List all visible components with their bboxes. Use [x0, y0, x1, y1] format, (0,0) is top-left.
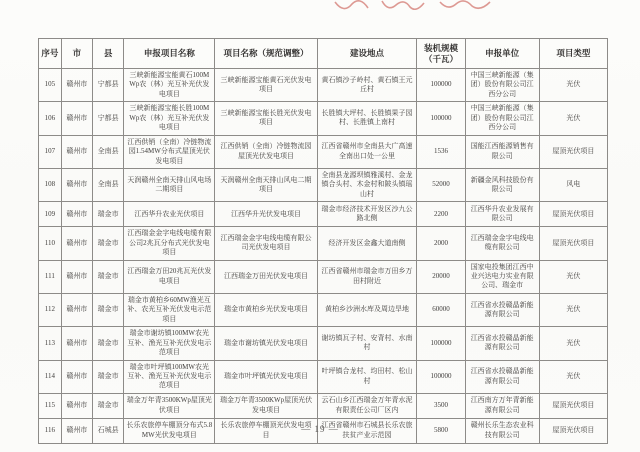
table-cell: 52000 [417, 168, 465, 201]
table-cell: 中国三峡新能源（集团）股份有限公司江西分公司 [465, 69, 539, 102]
column-header: 项目名称（规范调整） [215, 39, 317, 69]
table-cell: 国能江西能源销售有限公司 [465, 135, 539, 168]
table-cell: 111 [39, 260, 62, 293]
table-cell: 2200 [417, 202, 465, 227]
table-cell: 赣州市 [61, 327, 92, 360]
table-cell: 江西省赣州市瑞金市万田乡万田村附近 [317, 260, 417, 293]
table-cell: 赣州市 [61, 202, 92, 227]
table-row [39, 327, 608, 360]
table-cell: 黄石镇沙子岭村、黄石镇王元丘村 [317, 69, 417, 102]
table-cell: 100000 [417, 327, 465, 360]
table-cell: 光伏 [539, 327, 607, 360]
table-cell: 瑞金市 [93, 202, 124, 227]
table-cell: 光伏 [539, 102, 607, 135]
table-cell: 瑞金市 [93, 293, 124, 326]
table-cell: 江西瑞金金字电线电缆有限公司光伏发电项目 [215, 227, 317, 260]
table-cell: 2000 [417, 227, 465, 260]
table-row [39, 202, 608, 227]
table-row [39, 293, 608, 326]
table-cell: 60000 [417, 293, 465, 326]
table-cell: 光伏 [539, 360, 607, 393]
table-cell: 云石山乡江西瑞金万年青水泥有限责任公司厂区内 [317, 393, 417, 418]
table-cell: 谢坊镇瓦子村、安背村、水南村 [317, 327, 417, 360]
table-cell: 赣州市 [61, 393, 92, 418]
table-cell: 江西供销（全南）冷链物流园屋顶光伏发电项目 [215, 135, 317, 168]
table-cell: 江西省水投赣晶新能源有限公司 [465, 293, 539, 326]
table-cell: 5800 [417, 418, 465, 443]
table-row [39, 135, 608, 168]
table-cell: 天润赣州全南天排山风电二期项目 [215, 168, 317, 201]
table-cell: 赣州市 [61, 168, 92, 201]
table-cell: 瑞金市 [93, 260, 124, 293]
table-header [39, 39, 608, 69]
column-header: 市 [61, 39, 92, 69]
table-cell: 屋顶光伏项目 [539, 227, 607, 260]
table-cell: 瑞金市黄柏乡光伏发电项目 [215, 293, 317, 326]
red-pen-marks [330, 0, 500, 20]
table-cell: 长乐农旅停车棚顶分布式5.8MW光伏发电项目 [124, 418, 215, 443]
table-cell: 叶坪镇合龙村、均田村、松山村 [317, 360, 417, 393]
table-cell: 屋顶光伏项目 [539, 135, 607, 168]
table-cell: 瑞金市谢坊镇光伏发电项目 [215, 327, 317, 360]
table-cell: 黄柏乡沙洲水库及周边旱地 [317, 293, 417, 326]
table-cell: 赣州市 [61, 69, 92, 102]
table-cell: 瑞金市 [93, 227, 124, 260]
table-cell: 瑞金市 [93, 393, 124, 418]
table-cell: 瑞金市黄柏乡60MW渔光互补、农光互补光伏发电示范项目 [124, 293, 215, 326]
table-cell: 屋顶光伏项目 [539, 202, 607, 227]
table-cell: 114 [39, 360, 62, 393]
table-cell: 赣州市 [61, 135, 92, 168]
table-cell: 江西瑞金万田20兆瓦光伏发电项目 [124, 260, 215, 293]
table-cell: 天润赣州全南天排山风电场二期项目 [124, 168, 215, 201]
table-cell: 112 [39, 293, 62, 326]
table-cell: 江西省水投赣晶新能源有限公司 [465, 360, 539, 393]
table-row [39, 360, 608, 393]
column-header: 项目类型 [539, 39, 607, 69]
table-cell: 经济开发区金鑫大道南侧 [317, 227, 417, 260]
table-cell: 全南县 [93, 168, 124, 201]
table-cell: 中国三峡新能源（集团）股份有限公司江西分公司 [465, 102, 539, 135]
table-cell: 瑞金市谢坊镇100MW农光互补、渔光互补光伏发电示范项目 [124, 327, 215, 360]
table-cell: 新疆金风科技股份有限公司 [465, 168, 539, 201]
table-cell: 江西华升农业发展有限公司 [465, 202, 539, 227]
table-cell: 江西供销（全南）冷链物流园1.54MW分布式屋顶光伏发电项目 [124, 135, 215, 168]
table-row [39, 393, 608, 418]
table-cell: 江西南方万年青新能源有限公司 [465, 393, 539, 418]
table-cell: 光伏 [539, 293, 607, 326]
table-cell: 瑞金万年青3500KWp屋顶光伏发电项目 [215, 393, 317, 418]
column-header: 装机规模（千瓦） [417, 39, 465, 69]
table-row [39, 168, 608, 201]
table-cell: 风电 [539, 168, 607, 201]
table-row [39, 102, 608, 135]
table-cell: 20000 [417, 260, 465, 293]
table-cell: 100000 [417, 360, 465, 393]
table-row [39, 69, 608, 102]
table-cell: 三峡新能源宝能长胜光伏发电项目 [215, 102, 317, 135]
table-cell: 瑞金市经济技术开发区沙九公路北侧 [317, 202, 417, 227]
table-cell: 三峡新能源宝能黄石100MWp农（林）光互补光伏发电项目 [124, 69, 215, 102]
column-header: 建设地点 [317, 39, 417, 69]
column-header: 申报单位 [465, 39, 539, 69]
table-body [39, 69, 608, 444]
table-cell: 赣州市 [61, 293, 92, 326]
page-number: — 19 — [301, 424, 339, 434]
table-cell: 全南县龙源坝镇雅溪村、金龙镇合头村、木金村和陂头镇瑶山村 [317, 168, 417, 201]
table-cell: 江西瑞金金字电线电缆有限公司 [465, 227, 539, 260]
table-cell: 江西省赣州市全南县大广高速全南出口处一公里 [317, 135, 417, 168]
table-cell: 屋顶光伏项目 [539, 418, 607, 443]
table-cell: 100000 [417, 102, 465, 135]
table-cell: 瑞金市叶坪镇100MW农光互补、渔光互补光伏发电示范项目 [124, 360, 215, 393]
table-cell: 105 [39, 69, 62, 102]
table-cell: 江西瑞金金字电线电缆有限公司2兆瓦分布式光伏发电项目 [124, 227, 215, 260]
table-cell: 江西华升光伏发电项目 [215, 202, 317, 227]
table-cell: 屋顶光伏项目 [539, 393, 607, 418]
table-cell: 110 [39, 227, 62, 260]
table-cell: 赣州市 [61, 102, 92, 135]
table-cell: 三峡新能源宝能黄石光伏发电项目 [215, 69, 317, 102]
table-cell: 赣州市 [61, 227, 92, 260]
table-cell: 109 [39, 202, 62, 227]
table-cell: 宁都县 [93, 102, 124, 135]
table-cell: 106 [39, 102, 62, 135]
table-cell: 赣州市 [61, 418, 92, 443]
table-cell: 108 [39, 168, 62, 201]
table-cell: 100000 [417, 69, 465, 102]
table-cell: 江西省水投赣晶新能源有限公司 [465, 327, 539, 360]
table-cell: 光伏 [539, 260, 607, 293]
table-cell: 江西瑞金万田光伏发电项目 [215, 260, 317, 293]
table-cell: 长乐农旅停车棚顶光伏发电项目 [215, 418, 317, 443]
table-cell: 113 [39, 327, 62, 360]
table-cell: 江西华升农业光伏项目 [124, 202, 215, 227]
table-cell: 赣州长乐生态农业科技有限公司 [465, 418, 539, 443]
table-cell: 光伏 [539, 69, 607, 102]
table-cell: 宁都县 [93, 69, 124, 102]
column-header: 申报项目名称 [124, 39, 215, 69]
table-cell: 全南县 [93, 135, 124, 168]
table-cell: 石城县 [93, 418, 124, 443]
table-cell: 107 [39, 135, 62, 168]
table-cell: 1536 [417, 135, 465, 168]
table-cell: 瑞金市 [93, 327, 124, 360]
table-cell: 瑞金市叶坪镇光伏发电项目 [215, 360, 317, 393]
table-cell: 三峡新能源宝能长胜100MWp农（林）光互补光伏发电项目 [124, 102, 215, 135]
column-header: 序号 [39, 39, 62, 69]
column-header: 县 [93, 39, 124, 69]
table-cell: 3500 [417, 393, 465, 418]
table-cell: 长胜镇大坪村、长胜镇果子园村、长胜镇上南村 [317, 102, 417, 135]
table-cell: 115 [39, 393, 62, 418]
table-cell: 江西省赣州市石城县长乐农旅扶贫产业示范园 [317, 418, 417, 443]
table-row [39, 260, 608, 293]
table-cell: 国家电投集团江西中业兴达电力实业有限公司、瑞金市 [465, 260, 539, 293]
table-cell: 116 [39, 418, 62, 443]
projects-table [38, 38, 608, 444]
table-cell: 瑞金市 [93, 360, 124, 393]
header-row [39, 39, 608, 69]
table-cell: 瑞金万年青3500KWp屋顶光伏项目 [124, 393, 215, 418]
table-row [39, 227, 608, 260]
table-cell: 赣州市 [61, 360, 92, 393]
table-cell: 赣州市 [61, 260, 92, 293]
